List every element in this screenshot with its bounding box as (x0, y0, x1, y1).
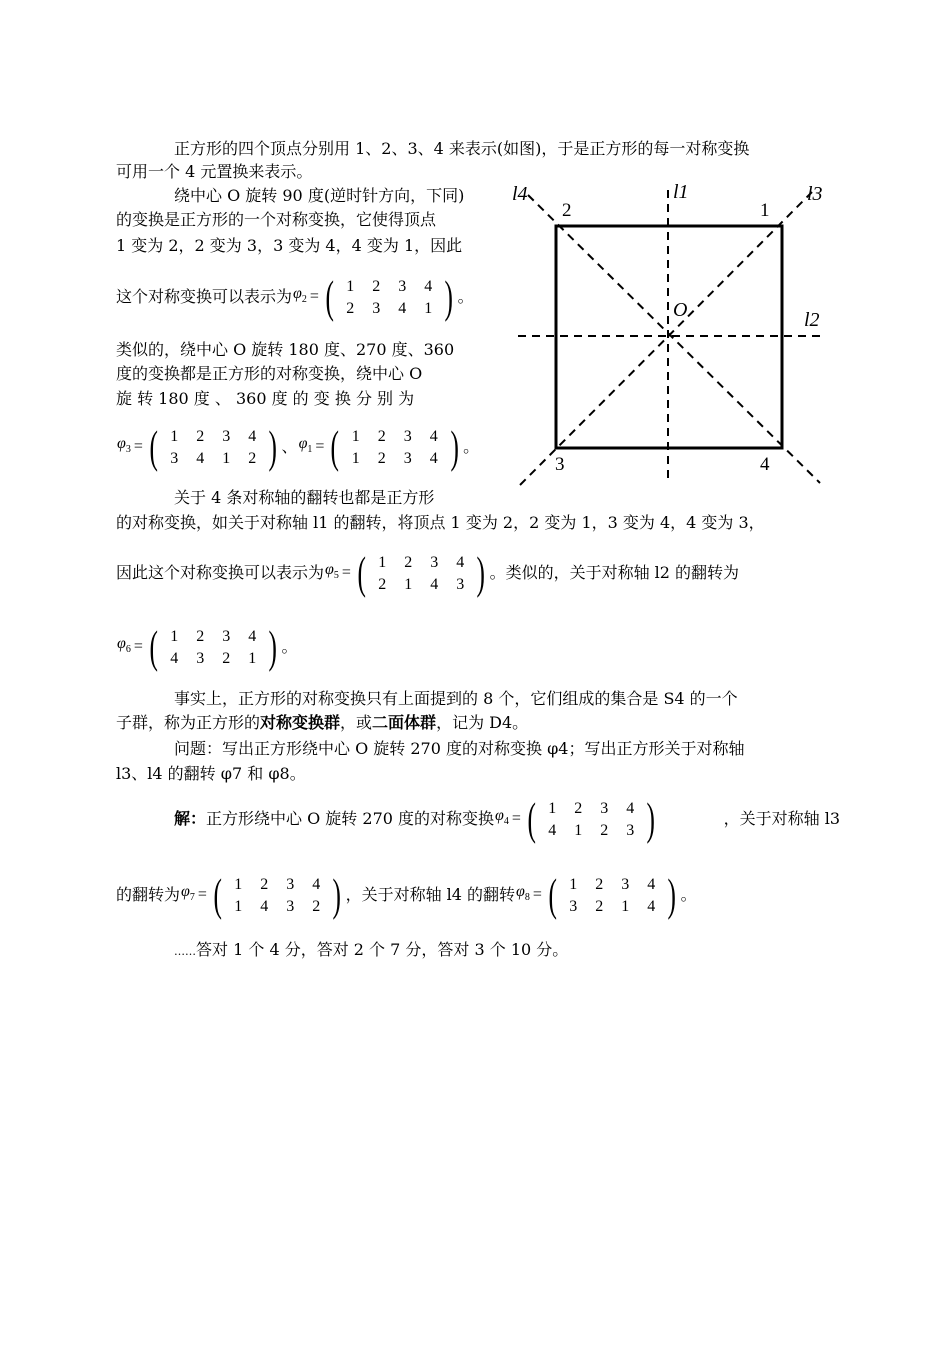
equals-sign: = (133, 638, 143, 655)
phi-symbol: $\varphi_6$ (117, 634, 131, 656)
permutation-cell-top: 3 (430, 553, 439, 571)
permutation-cell-bottom: 2 (377, 449, 386, 467)
left-paren: ( (149, 421, 158, 472)
left-paren: ( (548, 869, 557, 920)
permutation-cell-bottom: 2 (346, 299, 355, 317)
equals-sign: = (197, 886, 207, 903)
left-paren: ( (325, 271, 334, 322)
term-symmetry-group: 对称变换群 (260, 713, 341, 732)
vertex-label-4: 4 (760, 454, 770, 475)
right-paren: ) (476, 547, 486, 598)
permutation-cell-top: 1 (378, 553, 387, 571)
permutation-cell-bottom: 1 (404, 575, 413, 593)
equals-sign: = (511, 810, 521, 827)
phi-symbol: $\varphi_8$ (516, 882, 530, 904)
permutation-cell-bottom: 3 (372, 299, 381, 317)
permutation-phi3 (117, 421, 281, 472)
permutation-cell-top: 2 (196, 627, 205, 645)
solution-line1: 解： 正方形绕中心 O 旋转 270 度的对称变换 $\varphi_4$ = ( 1 2 3 4 4 1 2 3 ) ，关于对称轴 l3 (174, 793, 840, 844)
permutation-cell-top: 4 (248, 427, 257, 445)
permutation-cell-top: 2 (377, 427, 386, 445)
axis-label-l4: l4 (512, 183, 528, 205)
phi-symbol: $\varphi_5$ (325, 560, 339, 582)
axis-label-l1: l1 (673, 181, 689, 203)
left-paren: ( (149, 621, 158, 672)
permutation-phi1 (298, 421, 463, 472)
permutation-cell-bottom: 4 (196, 449, 205, 467)
permutation-phi4 (495, 793, 659, 844)
permutation-grid (343, 427, 447, 468)
permutation-cell-bottom: 2 (378, 575, 387, 593)
vertex-label-2: 2 (562, 200, 572, 221)
permutation-cell-top: 1 (234, 875, 243, 893)
permutation-cell-bottom: 4 (398, 299, 407, 317)
permutation-cell-top: 4 (456, 553, 465, 571)
center-label-O: O (673, 299, 688, 321)
permutation-cell-top: 2 (574, 799, 583, 817)
para3-line2: 度的变换都是正方形的对称变换，绕中心 O (116, 364, 423, 383)
permutation-cell-top: 1 (569, 875, 578, 893)
equals-sign: = (315, 438, 325, 455)
permutation-grid (161, 627, 265, 668)
left-paren: ( (213, 869, 222, 920)
para2-line1: 绕中心 O 旋转 90 度(逆时针方向，下同) (174, 186, 465, 205)
para4-line2: 的对称变换，如关于对称轴 l1 的翻转，将顶点 1 变为 2，2 变为 1，3 变为 4，4 变为 3， (116, 513, 765, 532)
permutation-grid (369, 553, 473, 594)
permutation-cell-top: 2 (196, 427, 205, 445)
permutation-cell-top: 1 (351, 427, 360, 445)
permutation-cell-top: 3 (403, 427, 412, 445)
permutation-cell-top: 3 (222, 427, 231, 445)
permutation-cell-top: 1 (548, 799, 557, 817)
permutation-cell-bottom: 1 (351, 449, 360, 467)
para5-line2: 子群，称为正方形的对称变换群，或二面体群，记为 D4。 (116, 713, 529, 732)
left-paren: ( (527, 793, 536, 844)
right-paren: ) (268, 621, 278, 672)
permutation-cell-top: 2 (372, 277, 381, 295)
permutation-cell-bottom: 1 (424, 299, 433, 317)
permutation-cell-bottom: 3 (569, 897, 578, 915)
permutation-cell-bottom: 1 (234, 897, 243, 915)
permutation-cell-bottom: 1 (574, 821, 583, 839)
para2-line4: 这个对称变换可以表示为 $\varphi_2$ = ( 1 2 3 4 2 3 4 1 ) 。 (116, 271, 474, 322)
permutation-cell-top: 2 (595, 875, 604, 893)
permutation-cell-bottom: 4 (170, 649, 179, 667)
permutation-cell-top: 3 (286, 875, 295, 893)
equals-sign: = (532, 886, 542, 903)
equals-sign: = (341, 564, 351, 581)
permutation-cell-bottom: 3 (626, 821, 635, 839)
permutation-cell-bottom: 3 (456, 575, 465, 593)
permutation-cell-bottom: 1 (248, 649, 257, 667)
permutation-cell-top: 3 (621, 875, 630, 893)
para4-line3: 因此这个对称变换可以表示为 $\varphi_5$ = ( 1 2 3 4 2 1 4 3 ) 。类似的，关于对称轴 l2 的翻转为 (116, 547, 740, 598)
para2-line2: 的变换是正方形的一个对称变换，它使得顶点 (116, 210, 437, 229)
para4-line4: $\varphi_6$ = ( 1 2 3 4 4 3 2 1 ) 。 (117, 621, 298, 672)
permutation-phi7 (181, 869, 345, 920)
equals-sign: = (309, 288, 319, 305)
permutation-cell-bottom: 4 (260, 897, 269, 915)
right-paren: ) (667, 869, 677, 920)
axis-label-l3: l3 (807, 183, 823, 205)
permutation-cell-bottom: 1 (222, 449, 231, 467)
permutation-cell-bottom: 3 (170, 449, 179, 467)
axis-l4-line (528, 195, 820, 483)
para3-line3: 旋 转 180 度 、 360 度 的 变 换 分 别 为 (116, 389, 415, 408)
para5-line1: 事实上，正方形的对称变换只有上面提到的 8 个，它们组成的集合是 S4 的一个 (174, 689, 738, 708)
para1-line2: 可用一个 4 元置换来表示。 (116, 162, 313, 181)
vertex-label-1: 1 (760, 200, 770, 221)
permutation-cell-bottom: 1 (621, 897, 630, 915)
permutation-grid (161, 427, 265, 468)
permutation-cell-bottom: 3 (403, 449, 412, 467)
right-paren: ) (444, 271, 454, 322)
solution-label: 解： (174, 809, 207, 828)
permutation-cell-top: 2 (404, 553, 413, 571)
phi-symbol: $\varphi_1$ (298, 434, 313, 456)
left-paren: ( (357, 547, 366, 598)
para3-line4: $\varphi_3$ = ( 1 2 3 4 3 4 1 2 ) 、 $\varphi_1$ = ( 1 2 3 4 1 2 3 4 ) 。 (117, 421, 480, 472)
vertex-label-3: 3 (555, 454, 565, 475)
permutation-cell-bottom: 2 (595, 897, 604, 915)
permutation-phi5 (325, 547, 489, 598)
permutation-cell-top: 3 (222, 627, 231, 645)
permutation-cell-top: 3 (398, 277, 407, 295)
axis-l3-line (520, 192, 812, 485)
permutation-cell-bottom: 2 (312, 897, 321, 915)
permutation-cell-top: 4 (312, 875, 321, 893)
permutation-cell-top: 1 (346, 277, 355, 295)
right-paren: ) (332, 869, 342, 920)
left-paren: ( (330, 421, 340, 472)
permutation-cell-bottom: 4 (430, 575, 439, 593)
permutation-cell-top: 4 (248, 627, 257, 645)
permutation-cell-top: 4 (647, 875, 656, 893)
permutation-cell-top: 4 (424, 277, 433, 295)
permutation-cell-bottom: 4 (548, 821, 557, 839)
permutation-cell-top: 4 (429, 427, 438, 445)
term-dihedral-group: 二面体群 (372, 713, 437, 732)
permutation-cell-bottom: 4 (429, 449, 438, 467)
permutation-phi2 (293, 271, 457, 322)
permutation-grid (225, 875, 329, 916)
phi-symbol: $\varphi_4$ (495, 806, 509, 828)
permutation-phi6 (117, 621, 281, 672)
permutation-grid (560, 875, 664, 916)
para4-line1: 关于 4 条对称轴的翻转也都是正方形 (174, 488, 435, 507)
permutation-cell-bottom: 4 (647, 897, 656, 915)
para1-line1: 正方形的四个顶点分别用 1、2、3、4 来表示(如图)，于是正方形的每一对称变换 (174, 139, 750, 158)
right-paren: ) (268, 421, 278, 472)
para6-line1: 问题：写出正方形绕中心 O 旋转 270 度的对称变换 φ4；写出正方形关于对称轴 (174, 739, 745, 758)
phi-symbol: $\varphi_7$ (181, 882, 195, 904)
permutation-cell-bottom: 2 (600, 821, 609, 839)
phi-symbol: $\varphi_2$ (293, 284, 307, 306)
permutation-cell-top: 1 (170, 427, 179, 445)
permutation-cell-top: 4 (626, 799, 635, 817)
scoring-line: ……答对 1 个 4 分，答对 2 个 7 分，答对 3 个 10 分。 (174, 940, 569, 959)
solution-line2: 的翻转为 $\varphi_7$ = ( 1 2 3 4 1 4 3 2 ) ，关于对称轴 l4 的翻转 $\varphi_8$ = ( 1 2 3 4 3 2 1 4 ) 。 (116, 869, 697, 920)
permutation-grid (539, 799, 643, 840)
square-symmetry-figure (505, 175, 835, 495)
permutation-cell-top: 3 (600, 799, 609, 817)
permutation-phi8 (516, 869, 680, 920)
permutation-cell-bottom: 2 (222, 649, 231, 667)
equals-sign: = (133, 438, 143, 455)
permutation-cell-top: 1 (170, 627, 179, 645)
permutation-cell-bottom: 3 (286, 897, 295, 915)
permutation-grid (337, 277, 441, 318)
permutation-cell-top: 2 (260, 875, 269, 893)
para6-line2: l3、l4 的翻转 φ7 和 φ8。 (116, 764, 306, 783)
para3-line1: 类似的，绕中心 O 旋转 180 度、270 度、360 (116, 340, 455, 359)
right-paren: ) (450, 421, 459, 472)
right-paren: ) (646, 793, 656, 844)
phi-symbol: $\varphi_3$ (117, 434, 131, 456)
permutation-cell-bottom: 3 (196, 649, 205, 667)
permutation-cell-bottom: 2 (248, 449, 257, 467)
para2-line3: 1 变为 2，2 变为 3，3 变为 4，4 变为 1，因此 (116, 236, 463, 255)
axis-label-l2: l2 (804, 309, 820, 331)
